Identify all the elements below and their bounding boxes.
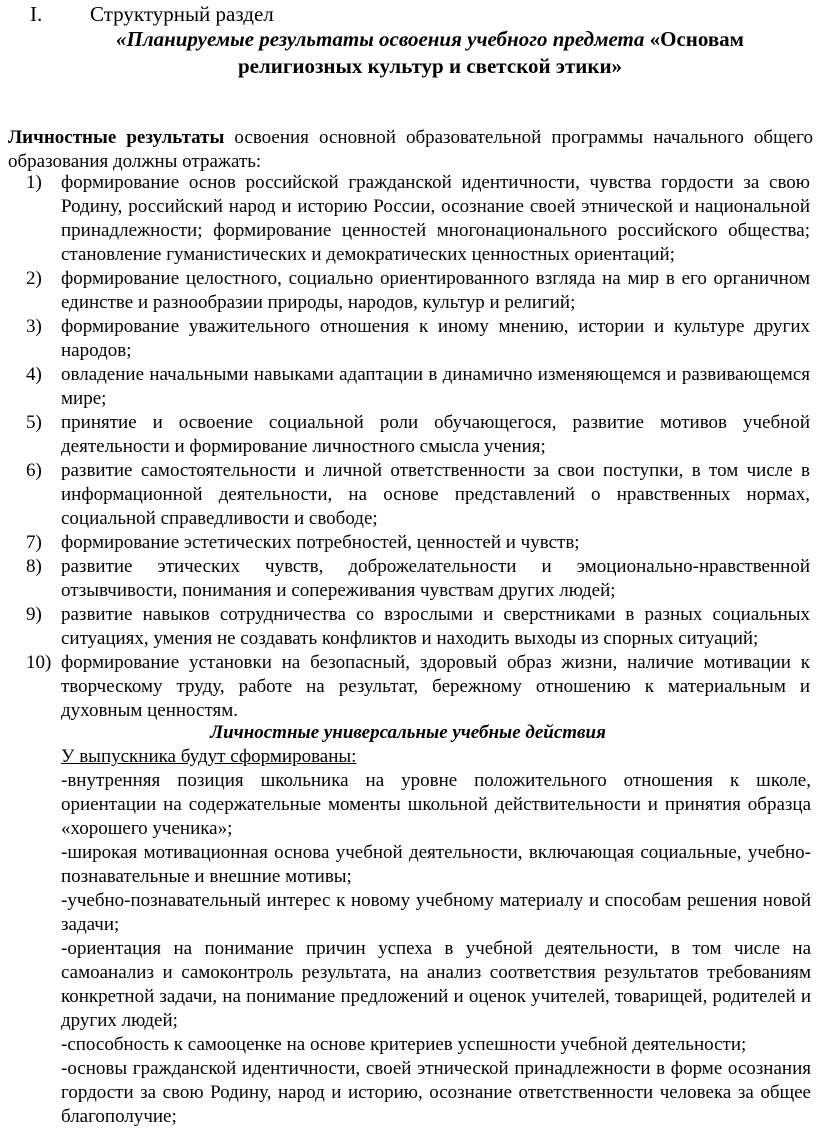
section-label: Структурный раздел — [90, 2, 274, 26]
list-item-text: формирование эстетических потребностей, ценностей и чувств; — [61, 532, 580, 553]
paragraph: -внутренняя позиция школьника на уровне положительного отношения к школе, ориентации на содержательные моменты школьной действительности и принятия образца «хорошего ученика»; — [61, 770, 811, 839]
paragraph: -широкая мотивационная основа учебной деятельности, включающая социальные, учебно-познавательные и внешние мотивы; — [61, 842, 811, 887]
list-item-text: развитие этических чувств, доброжелательности и эмоционально-нравственной отзывчивости, понимания и сопереживания чувствам других людей; — [61, 556, 810, 601]
list-item — [0, 411, 816, 459]
list-item — [0, 363, 816, 411]
title-italic-part: «Планируемые результаты освоения учебного предмета — [115, 27, 645, 51]
list-item-number: 4) — [26, 364, 42, 385]
list-item-number: 8) — [26, 556, 42, 577]
ual-paragraphs — [61, 769, 811, 1129]
list-item-number: 1) — [26, 172, 42, 193]
list-item-text: овладение начальными навыками адаптации в динамично изменяющемся и развивающемся мире; — [61, 364, 810, 409]
list-item-text: формирование основ российской гражданской идентичности, чувства гордости за свою Родину, российский народ и историю России, осознание своей этнической и национальной принадлежности; формирование ценностей многонационального российского общества; становление гуманистических и демократических ценностных ориентаций; — [61, 172, 810, 265]
underlined-intro: У выпускника будут сформированы: — [61, 746, 357, 767]
list-item-text: формирование уважительного отношения к иному мнению, истории и культуре других народов; — [61, 316, 810, 361]
list-item-number: 5) — [26, 412, 42, 433]
list-item-number: 9) — [26, 604, 42, 625]
list-item-number: 2) — [26, 268, 42, 289]
personal-results-list — [0, 171, 816, 723]
list-item-text: развитие самостоятельности и личной ответственности за свои поступки, в том числе в информационной деятельности, на основе представлений о нравственных нормах, социальной справедливости и свободе; — [61, 460, 810, 529]
list-item-number: 7) — [26, 532, 42, 553]
list-item-text: принятие и освоение социальной роли обучающегося, развитие мотивов учебной деятельности и формирование личностного смысла учения; — [61, 412, 810, 457]
list-item-number: 3) — [26, 316, 42, 337]
paragraph: -способность к самооценке на основе критериев успешности учебной деятельности; — [61, 1034, 747, 1055]
list-item-text: развитие навыков сотрудничества со взрослыми и сверстниками в разных социальных ситуациях, умения не создавать конфликтов и находить выходы из спорных ситуаций; — [61, 604, 810, 649]
list-item — [0, 555, 816, 603]
list-item — [0, 531, 816, 555]
intro-text: освоения основной образовательной программы начального общего образования должны отражать: — [8, 127, 813, 172]
intro-bold-term: Личностные результаты — [8, 127, 225, 148]
paragraph: -учебно-познавательный интерес к новому учебному материалу и способам решения новой задачи; — [61, 890, 811, 935]
list-item — [0, 651, 816, 723]
paragraph: -основы гражданской идентичности, своей этнической принадлежности в форме осознания гордости за свою Родину, народ и историю, осознание ответственности человека за общее благополучие; — [61, 1058, 811, 1127]
list-item — [0, 315, 816, 363]
subheading: Личностные универсальные учебные действия — [210, 722, 606, 743]
list-item-number: 10) — [26, 652, 52, 673]
list-item-text: формирование целостного, социально ориентированного взгляда на мир в его органичном единстве и разнообразии природы, народов, культур и религий; — [61, 268, 810, 313]
list-item — [0, 267, 816, 315]
document-title — [60, 26, 800, 80]
list-item-text: формирование установки на безопасный, здоровый образ жизни, наличие мотивации к творческому труду, работе на результат, бережному отношению к материальным и духовным ценностям. — [61, 652, 810, 721]
title-bold-part: «Основам религиозных культур и светской этики» — [237, 27, 744, 78]
section-number: I. — [30, 2, 43, 26]
list-item-number: 6) — [26, 460, 42, 481]
list-item — [0, 603, 816, 651]
list-item — [0, 459, 816, 531]
paragraph: -ориентация на понимание причин успеха в учебной деятельности, в том числе на самоанализ и самоконтроль результата, на анализ соответствия результатов требованиям конкретной задачи, на понимание предложений и оценок учителей, товарищей, родителей и других людей; — [61, 938, 811, 1031]
intro-paragraph — [8, 126, 813, 174]
list-item — [0, 171, 816, 267]
section-heading — [30, 2, 274, 26]
